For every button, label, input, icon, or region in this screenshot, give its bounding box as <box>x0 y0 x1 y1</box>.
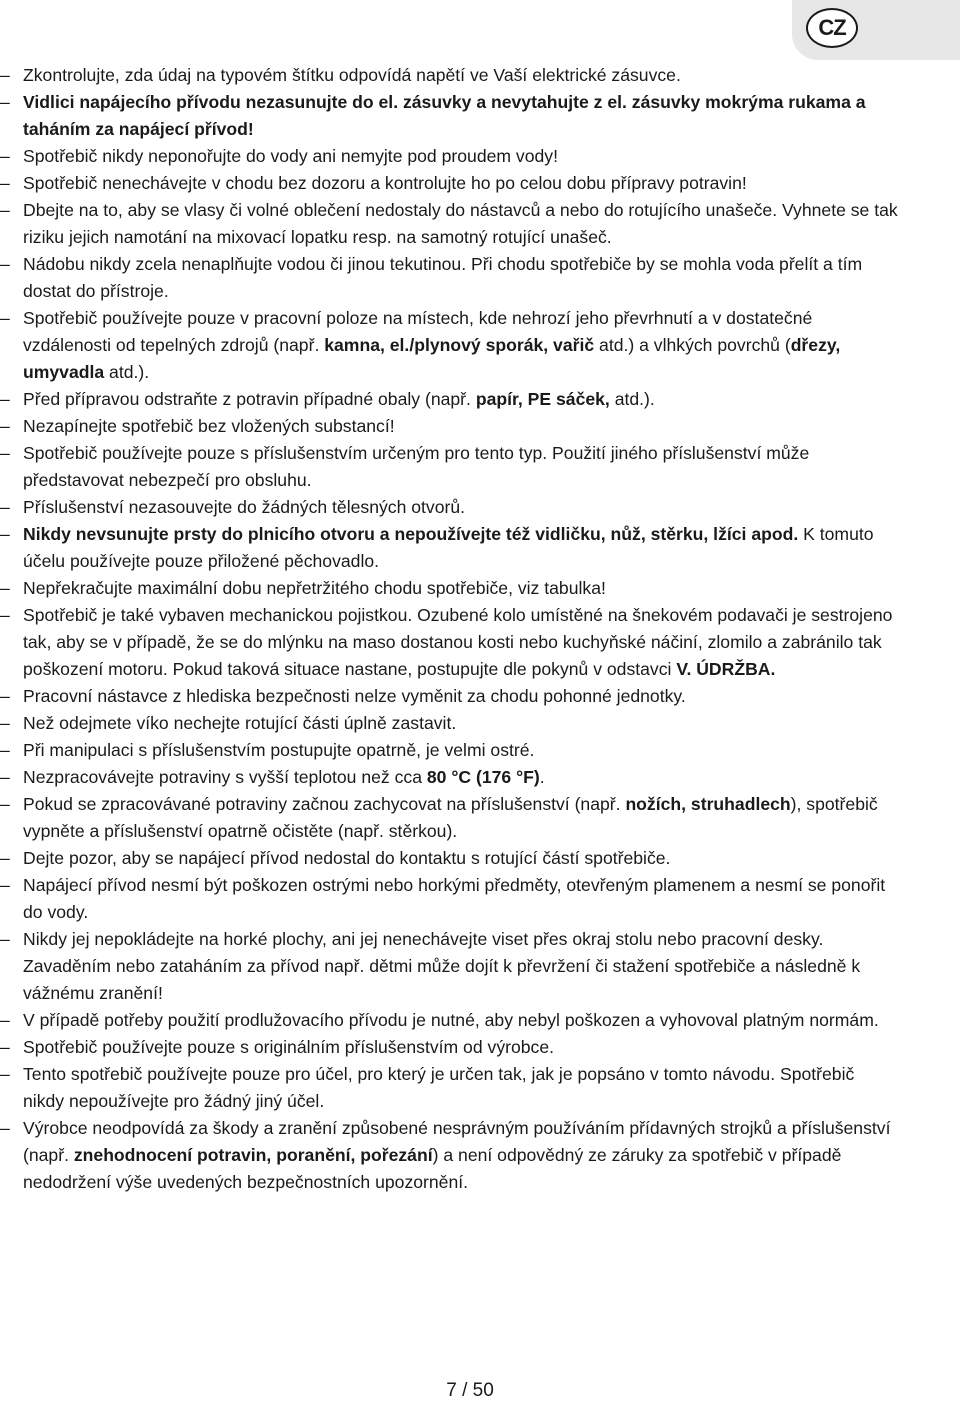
bullet-dash: – <box>0 146 10 166</box>
bullet-dash: – <box>0 65 10 85</box>
bullet-dash: – <box>0 578 10 598</box>
warning-item <box>0 1115 900 1196</box>
page-total: 50 <box>472 1380 494 1401</box>
warning-text: Než odejmete víko nechejte rotující části úplně zastavit. <box>23 713 457 733</box>
bullet-dash: – <box>0 389 10 409</box>
warning-text: Nádobu nikdy zcela nenaplňujte vodou či jinou tekutinou. Při chodu spotřebiče by se mohla voda přelít a tím dostat do přístroje. <box>23 254 863 301</box>
warning-text: . <box>539 767 545 787</box>
warning-text: Dbejte na to, aby se vlasy či volné oblečení nedostaly do nástavců a nebo do rotujícího unašeče. Vyhnete se tak riziku jejich namotání na mixovací lopatku resp. na samotný rotující unašeč. <box>23 200 898 247</box>
warning-text: Příslušenství nezasouvejte do žádných tělesných otvorů. <box>23 497 466 517</box>
language-tab <box>792 0 960 60</box>
warning-text-bold: dřezy, umyvadla <box>23 335 841 382</box>
bullet-dash: – <box>0 740 10 760</box>
warning-text: Spotřebič nikdy neponořujte do vody ani nemyjte pod proudem vody! <box>23 146 558 166</box>
bullet-dash: – <box>0 173 10 193</box>
warning-item <box>0 764 900 791</box>
warning-text: Při manipulaci s příslušenstvím postupujte opatrně, je velmi ostré. <box>23 740 535 760</box>
warning-text: Zkontrolujte, zda údaj na typovém štítku odpovídá napětí ve Vaší elektrické zásuvce. <box>23 65 681 85</box>
warning-text-bold: kamna, el./plynový sporák, vařič <box>324 335 595 355</box>
warning-item <box>0 386 900 413</box>
warning-text: Spotřebič je také vybaven mechanickou pojistkou. Ozubené kolo umístěné na šnekovém podavači je sestrojeno tak, aby se v případě, že se do mlýnku na maso dostanou kosti nebo kuchyňské náčiní, zlomilo a zabránilo tak poškození motoru. Pokud taková situace nastane, postupujte dle pokynů v odstavci <box>23 605 893 679</box>
warning-text: Výrobce neodpovídá za škody a zranění způsobené nesprávným používáním přídavných strojků a příslušenství (např. <box>23 1118 891 1165</box>
bullet-dash: – <box>0 1064 10 1084</box>
bullet-dash: – <box>0 605 10 625</box>
safety-warnings-list <box>0 62 900 1196</box>
warning-item <box>0 710 900 737</box>
warning-text: atd.) a vlhkých povrchů ( <box>594 335 791 355</box>
bullet-dash: – <box>0 497 10 517</box>
warning-item <box>0 251 900 305</box>
warning-item <box>0 1034 900 1061</box>
warning-text: Nepřekračujte maximální dobu nepřetržitého chodu spotřebiče, viz tabulka! <box>23 578 606 598</box>
warning-text: ), spotřebič vypněte a příslušenství opatrně očistěte (např. stěrkou). <box>23 794 878 841</box>
bullet-dash: – <box>0 200 10 220</box>
warning-item <box>0 89 900 143</box>
bullet-dash: – <box>0 1037 10 1057</box>
warning-text: V případě potřeby použití prodlužovacího přívodu je nutné, aby nebyl poškozen a vyhovoval platným normám. <box>23 1010 879 1030</box>
bullet-dash: – <box>0 1118 10 1138</box>
warning-item <box>0 1061 900 1115</box>
warning-item <box>0 737 900 764</box>
warning-item <box>0 170 900 197</box>
warning-text: Nikdy jej nepokládejte na horké plochy, ani jej nenechávejte viset přes okraj stolu nebo pracovní desky. Zavaděním nebo zataháním za přívod např. dětmi může dojít k převržení či stažení spotřebiče a následně k vážnému zranění! <box>23 929 861 1003</box>
warning-text: atd.). <box>104 362 150 382</box>
page-number <box>0 1380 940 1402</box>
warning-text-bold: znehodnocení potravin, poranění, pořezání <box>73 1145 433 1165</box>
bullet-dash: – <box>0 848 10 868</box>
warning-item <box>0 683 900 710</box>
bullet-dash: – <box>0 794 10 814</box>
bullet-dash: – <box>0 767 10 787</box>
bullet-dash: – <box>0 875 10 895</box>
warning-item <box>0 494 900 521</box>
warning-item <box>0 413 900 440</box>
warning-text: Nezpracovávejte potraviny s vyšší teplotou než cca <box>23 767 427 787</box>
warning-item <box>0 602 900 683</box>
warning-text-bold: papír, PE sáček, <box>475 389 610 409</box>
warning-text-bold: Vidlici napájecího přívodu nezasunujte do el. zásuvky a nevytahujte z el. zásuvky mokrýma rukama a taháním za napájecí přívod! <box>23 92 866 139</box>
bullet-dash: – <box>0 1010 10 1030</box>
warning-item <box>0 62 900 89</box>
bullet-dash: – <box>0 929 10 949</box>
bullet-dash: – <box>0 416 10 436</box>
warning-item <box>0 845 900 872</box>
bullet-dash: – <box>0 308 10 328</box>
warning-text: Spotřebič používejte pouze s příslušenstvím určeným pro tento typ. Použití jiného příslušenství může představovat nebezpečí pro obsluhu. <box>23 443 810 490</box>
warning-text: atd.). <box>609 389 655 409</box>
warning-text: Dejte pozor, aby se napájecí přívod nedostal do kontaktu s rotující částí spotřebiče. <box>23 848 671 868</box>
warning-text: Spotřebič používejte pouze s originálním příslušenstvím od výrobce. <box>23 1037 555 1057</box>
warning-item <box>0 143 900 170</box>
warning-item <box>0 872 900 926</box>
bullet-dash: – <box>0 524 10 544</box>
bullet-dash: – <box>0 713 10 733</box>
warning-text: Pracovní nástavce z hlediska bezpečnosti nelze vyměnit za chodu pohonné jednotky. <box>23 686 686 706</box>
warning-item <box>0 305 900 386</box>
warning-text-bold: 80 °C (176 °F) <box>426 767 540 787</box>
bullet-dash: – <box>0 92 10 112</box>
warning-text: Tento spotřebič používejte pouze pro účel, pro který je určen tak, jak je popsáno v tomto návodu. Spotřebič nikdy nepoužívejte pro žádný jiný účel. <box>23 1064 855 1111</box>
warning-text-bold: nožích, struhadlech <box>625 794 791 814</box>
warning-text: Spotřebič nenechávejte v chodu bez dozoru a kontrolujte ho po celou dobu přípravy potravin! <box>23 173 747 193</box>
warning-item <box>0 926 900 1007</box>
page-current: 7 <box>446 1380 457 1401</box>
warning-text: Napájecí přívod nesmí být poškozen ostrými nebo horkými předměty, otevřeným plamenem a nesmí se ponořit do vody. <box>23 875 886 922</box>
warning-item <box>0 197 900 251</box>
warning-text: ) a není odpovědný ze záruky za spotřebič v případě nedodržení výše uvedených bezpečnostních upozornění. <box>23 1145 842 1192</box>
bullet-dash: – <box>0 443 10 463</box>
warning-text: Nezapínejte spotřebič bez vložených substancí! <box>23 416 395 436</box>
warning-text: Před přípravou odstraňte z potravin případné obaly (např. <box>23 389 476 409</box>
warning-text: Pokud se zpracovávané potraviny začnou zachycovat na příslušenství (např. <box>23 794 626 814</box>
page-separator: / <box>462 1380 468 1401</box>
warning-text-bold: V. ÚDRŽBA. <box>676 659 776 679</box>
warning-item <box>0 1007 900 1034</box>
warning-item <box>0 791 900 845</box>
warning-text: Spotřebič používejte pouze v pracovní poloze na místech, kde nehrozí jeho převrhnutí a v dostatečné vzdálenosti od tepelných zdrojů (např. <box>23 308 813 355</box>
warning-item <box>0 575 900 602</box>
warning-text: K tomuto účelu používejte pouze přiložené pěchovadlo. <box>23 524 874 571</box>
bullet-dash: – <box>0 254 10 274</box>
warning-item <box>0 440 900 494</box>
language-badge: CZ <box>806 8 858 48</box>
bullet-dash: – <box>0 686 10 706</box>
warning-item <box>0 521 900 575</box>
warning-text-bold: Nikdy nevsunujte prsty do plnicího otvoru a nepoužívejte též vidličku, nůž, stěrku, lžíci apod. <box>23 524 799 544</box>
